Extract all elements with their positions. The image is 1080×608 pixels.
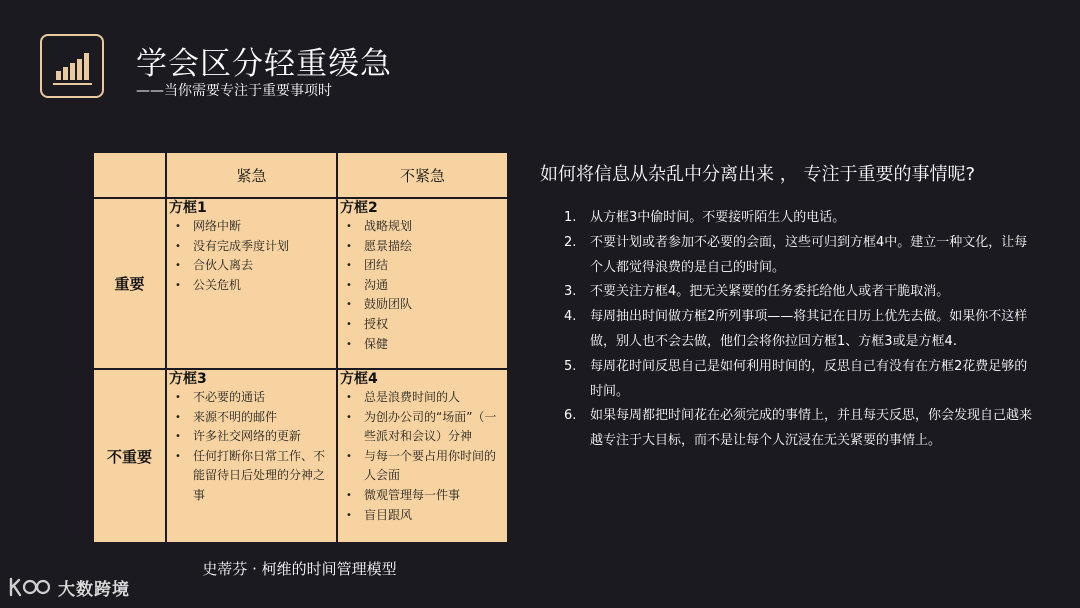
tip-item bbox=[560, 231, 1035, 281]
tip-text: 不要关注方框4。把无关紧要的任务委托给他人或者干脆取消。 bbox=[590, 284, 950, 300]
tip-text: 从方框3中偷时间。不要接听陌生人的电话。 bbox=[590, 210, 846, 225]
col-header-not-urgent: 不紧急 bbox=[337, 152, 508, 198]
list-item: • 团结 bbox=[338, 256, 507, 276]
quadrant-box-2 bbox=[337, 198, 508, 369]
list-item: • 没有完成季度计划 bbox=[167, 237, 336, 257]
list-item: • 为创办公司的“场面”（一些派对和会议）分神 bbox=[338, 408, 507, 447]
row-header-important: 重要 bbox=[93, 198, 166, 369]
box-title: 方框3 bbox=[169, 371, 207, 387]
list-item: • 合伙人离去 bbox=[167, 256, 336, 276]
quadrant-box-1 bbox=[166, 198, 337, 369]
tip-number: 3. bbox=[564, 284, 577, 300]
page-title: 学会区分轻重缓急 bbox=[136, 46, 392, 82]
box-title: 方框4 bbox=[340, 371, 378, 387]
list-item: • 来源不明的邮件 bbox=[167, 408, 336, 428]
list-item: • 许多社交网络的更新 bbox=[167, 427, 336, 447]
list-item: • 微观管理每一件事 bbox=[338, 486, 507, 506]
matrix-caption: 史蒂芬 · 柯维的时间管理模型 bbox=[202, 560, 397, 578]
tip-item bbox=[560, 280, 1035, 305]
row-header-not-important: 不重要 bbox=[93, 369, 166, 543]
matrix-corner bbox=[93, 152, 166, 198]
page-subtitle: ——当你需要专注于重要事项时 bbox=[136, 83, 332, 99]
tip-number: 6. bbox=[564, 408, 577, 424]
tip-number: 1. bbox=[564, 210, 577, 225]
tip-text: 如果每周都把时间花在必须完成的事情上，并且每天反思，你会发现自己越来越专注于大目标，而不是让每个人沉浸在无关紧要的事情上。 bbox=[590, 408, 1033, 449]
list-item: • 总是浪费时间的人 bbox=[338, 388, 507, 408]
list-item: • 盲目跟风 bbox=[338, 506, 507, 526]
tip-item bbox=[560, 404, 1035, 454]
list-item: • 不必要的通话 bbox=[167, 388, 336, 408]
list-item: • 战略规划 bbox=[338, 217, 507, 237]
list-item: • 公关危机 bbox=[167, 276, 336, 296]
list-item: • 网络中断 bbox=[167, 217, 336, 237]
tips-list bbox=[560, 206, 1035, 454]
tip-text: 每周花时间反思自己是如何利用时间的，反思自己有没有在方框2花费足够的时间。 bbox=[590, 358, 1028, 399]
col-header-urgent: 紧急 bbox=[166, 152, 337, 198]
list-item: • 与每一个要占用你时间的人会面 bbox=[338, 447, 507, 486]
tip-item bbox=[560, 355, 1035, 405]
list-item: • 任何打断你日常工作、不能留待日后处理的分神之事 bbox=[167, 447, 336, 506]
list-item: • 保健 bbox=[338, 335, 507, 355]
priority-matrix bbox=[92, 151, 509, 544]
list-item: • 沟通 bbox=[338, 276, 507, 296]
list-item: • 愿景描绘 bbox=[338, 237, 507, 257]
brand-logo-icon bbox=[8, 575, 52, 599]
box-title: 方框1 bbox=[169, 200, 207, 216]
box-items bbox=[167, 217, 336, 295]
list-item: • 授权 bbox=[338, 315, 507, 335]
tip-text: 每周抽出时间做方框2所列事项——将其记在日历上优先去做。如果你不这样做，别人也不会去做，他们会将你拉回方框1、方框3或是方框4. bbox=[590, 309, 1028, 349]
box-title: 方框2 bbox=[340, 200, 378, 216]
tip-number: 4. bbox=[564, 309, 577, 325]
logo-badge bbox=[40, 34, 104, 98]
tips-question: 如何将信息从杂乱中分离出来 ， 专注于重要的事情呢? bbox=[540, 164, 975, 185]
tip-number: 2. bbox=[564, 234, 577, 250]
bar-chart-icon bbox=[42, 36, 102, 96]
tip-number: 5. bbox=[564, 358, 577, 374]
box-items bbox=[338, 388, 507, 525]
tip-item bbox=[560, 206, 1035, 231]
brand-watermark bbox=[8, 574, 130, 600]
quadrant-box-4 bbox=[337, 369, 508, 543]
box-items bbox=[338, 217, 507, 354]
quadrant-box-3 bbox=[166, 369, 337, 543]
list-item: • 鼓励团队 bbox=[338, 295, 507, 315]
box-items bbox=[167, 388, 336, 506]
brand-name: 大数跨境 bbox=[58, 579, 130, 600]
tip-text: 不要计划或者参加不必要的会面，这些可归到方框4中。建立一种文化，让每个人都觉得浪费的是自己的时间。 bbox=[590, 234, 1028, 275]
tip-item bbox=[560, 305, 1035, 355]
